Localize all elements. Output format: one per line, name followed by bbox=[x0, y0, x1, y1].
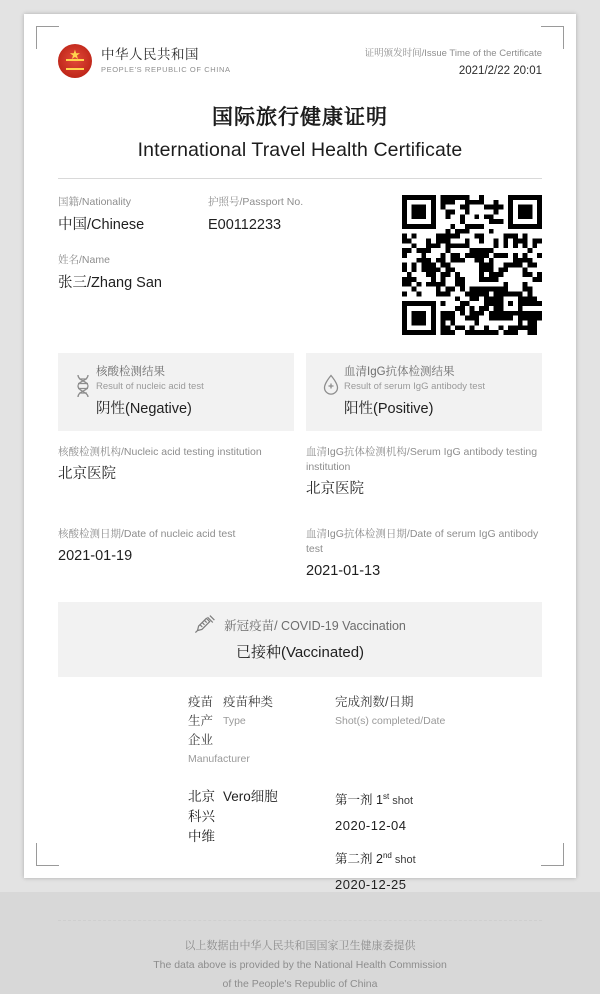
name-field bbox=[58, 253, 162, 294]
vaccine-shots-cell bbox=[335, 787, 542, 894]
column-manufacturer-cn: 疫苗生产企业 bbox=[188, 695, 214, 747]
column-shots-en: Shot(s) completed/Date bbox=[335, 715, 446, 727]
identity-section bbox=[36, 179, 564, 335]
issue-time-block bbox=[365, 44, 542, 80]
vaccination-table-header bbox=[58, 693, 542, 767]
igg-title-cn: 血清IgG抗体检测结果 bbox=[344, 366, 455, 378]
certificate-content bbox=[36, 26, 564, 991]
country-name-en: PEOPLE'S REPUBLIC OF CHINA bbox=[101, 64, 231, 74]
vaccine-manufacturer-cell bbox=[58, 787, 223, 847]
vaccination-banner bbox=[58, 602, 542, 677]
nationality-value: 中国/Chinese bbox=[58, 217, 145, 233]
footer-divider bbox=[58, 920, 542, 921]
syringe-icon bbox=[194, 614, 216, 636]
igg-date-field bbox=[306, 527, 542, 582]
igg-date-value: 2021-01-13 bbox=[306, 563, 381, 579]
nucleic-acid-institution-value: 北京医院 bbox=[58, 466, 116, 482]
passport-field bbox=[208, 195, 303, 236]
name-label: 姓名/Name bbox=[58, 254, 110, 266]
nucleic-acid-date-value: 2021-01-19 bbox=[58, 548, 133, 564]
issuer-identity bbox=[58, 44, 231, 78]
name-value: 张三/Zhang San bbox=[58, 275, 162, 291]
nucleic-acid-result-value: 阴性(Negative) bbox=[96, 401, 192, 417]
igg-title-en: Result of serum IgG antibody test bbox=[344, 381, 485, 392]
identity-row-bottom bbox=[58, 253, 392, 294]
vaccine-type-cell bbox=[223, 787, 335, 807]
nucleic-acid-date-field bbox=[58, 527, 294, 582]
shot-1-date: 2020-12-04 bbox=[335, 818, 407, 834]
certificate-title-cn: 国际旅行健康证明 bbox=[212, 106, 388, 129]
nucleic-acid-institution-label: 核酸检测机构/Nucleic acid testing institution bbox=[58, 446, 262, 458]
footer-line-en-1: The data above is provided by the National Health Commission bbox=[153, 959, 447, 972]
column-type-cn: 疫苗种类 bbox=[223, 695, 274, 709]
footer-line-cn: 以上数据由中华人民共和国国家卫生健康委提供 bbox=[184, 940, 416, 953]
shot-2-date: 2020-12-25 bbox=[335, 877, 407, 893]
column-shots-cn: 完成剂数/日期 bbox=[335, 695, 414, 709]
certificate-title-en: International Travel Health Certificate bbox=[137, 139, 463, 161]
nucleic-acid-title-cn: 核酸检测结果 bbox=[96, 366, 165, 378]
shot-2-label: 第二剂 2nd shot bbox=[335, 851, 416, 867]
igg-institution-value: 北京医院 bbox=[306, 481, 364, 497]
dna-icon bbox=[70, 364, 96, 398]
certificate-header bbox=[36, 26, 564, 80]
shot-1-label: 第一剂 1st shot bbox=[335, 792, 414, 808]
shot-entry-2 bbox=[335, 846, 542, 894]
igg-result-text bbox=[344, 364, 530, 419]
qr-code[interactable] bbox=[402, 195, 542, 335]
issue-time-value: 2021/2/22 20:01 bbox=[458, 65, 542, 77]
vaccination-table-row bbox=[58, 787, 542, 894]
passport-label: 护照号/Passport No. bbox=[208, 196, 304, 208]
passport-value: E00112233 bbox=[208, 217, 282, 233]
shot-entry-1 bbox=[335, 787, 542, 835]
identity-fields bbox=[58, 193, 392, 335]
column-type bbox=[223, 693, 335, 767]
nucleic-acid-result-box bbox=[58, 353, 294, 431]
column-shots bbox=[335, 693, 542, 767]
qr-code-image bbox=[402, 195, 542, 335]
igg-date-label: 血清IgG抗体检测日期/Date of serum IgG antibody test bbox=[306, 528, 539, 555]
test-date-row bbox=[36, 513, 564, 582]
igg-institution-label: 血清IgG抗体检测机构/Serum IgG antibody testing institution bbox=[306, 446, 538, 473]
info-spacer bbox=[36, 500, 564, 513]
certificate-footer bbox=[36, 937, 564, 994]
column-manufacturer-en: Manufacturer bbox=[188, 753, 250, 765]
vaccine-manufacturer-value: 北京科兴中维 bbox=[188, 789, 215, 844]
nationality-field bbox=[58, 195, 208, 236]
national-emblem-icon bbox=[58, 44, 92, 78]
identity-row-top bbox=[58, 195, 392, 236]
vaccination-status: 已接种(Vaccinated) bbox=[235, 644, 365, 661]
vaccination-table bbox=[36, 677, 564, 894]
vaccination-title: 新冠疫苗/ COVID-19 Vaccination bbox=[224, 619, 406, 633]
identity-spacer bbox=[58, 236, 392, 253]
igg-result-value: 阳性(Positive) bbox=[344, 401, 434, 417]
shot-spacer bbox=[335, 835, 542, 846]
country-name-cn: 中华人民共和国 bbox=[101, 46, 199, 62]
nationality-label: 国籍/Nationality bbox=[58, 196, 131, 208]
nucleic-acid-title-en: Result of nucleic acid test bbox=[96, 381, 204, 392]
test-institution-row bbox=[36, 431, 564, 500]
igg-institution-field bbox=[306, 445, 542, 500]
certificate-card bbox=[24, 14, 576, 991]
igg-result-box bbox=[306, 353, 542, 431]
nucleic-acid-result-text bbox=[96, 364, 282, 419]
test-results-section bbox=[36, 335, 564, 431]
nucleic-acid-institution-field bbox=[58, 445, 294, 500]
vaccination-banner-head bbox=[58, 614, 542, 636]
blood-drop-icon bbox=[318, 364, 344, 396]
footer-line-en-2: of the People's Republic of China bbox=[222, 978, 378, 991]
vaccine-type-value: Vero细胞 bbox=[223, 789, 278, 804]
column-type-en: Type bbox=[223, 715, 246, 727]
issue-time-label: 证明颁发时间/Issue Time of the Certificate bbox=[364, 48, 542, 59]
nucleic-acid-date-label: 核酸检测日期/Date of nucleic acid test bbox=[58, 528, 236, 540]
